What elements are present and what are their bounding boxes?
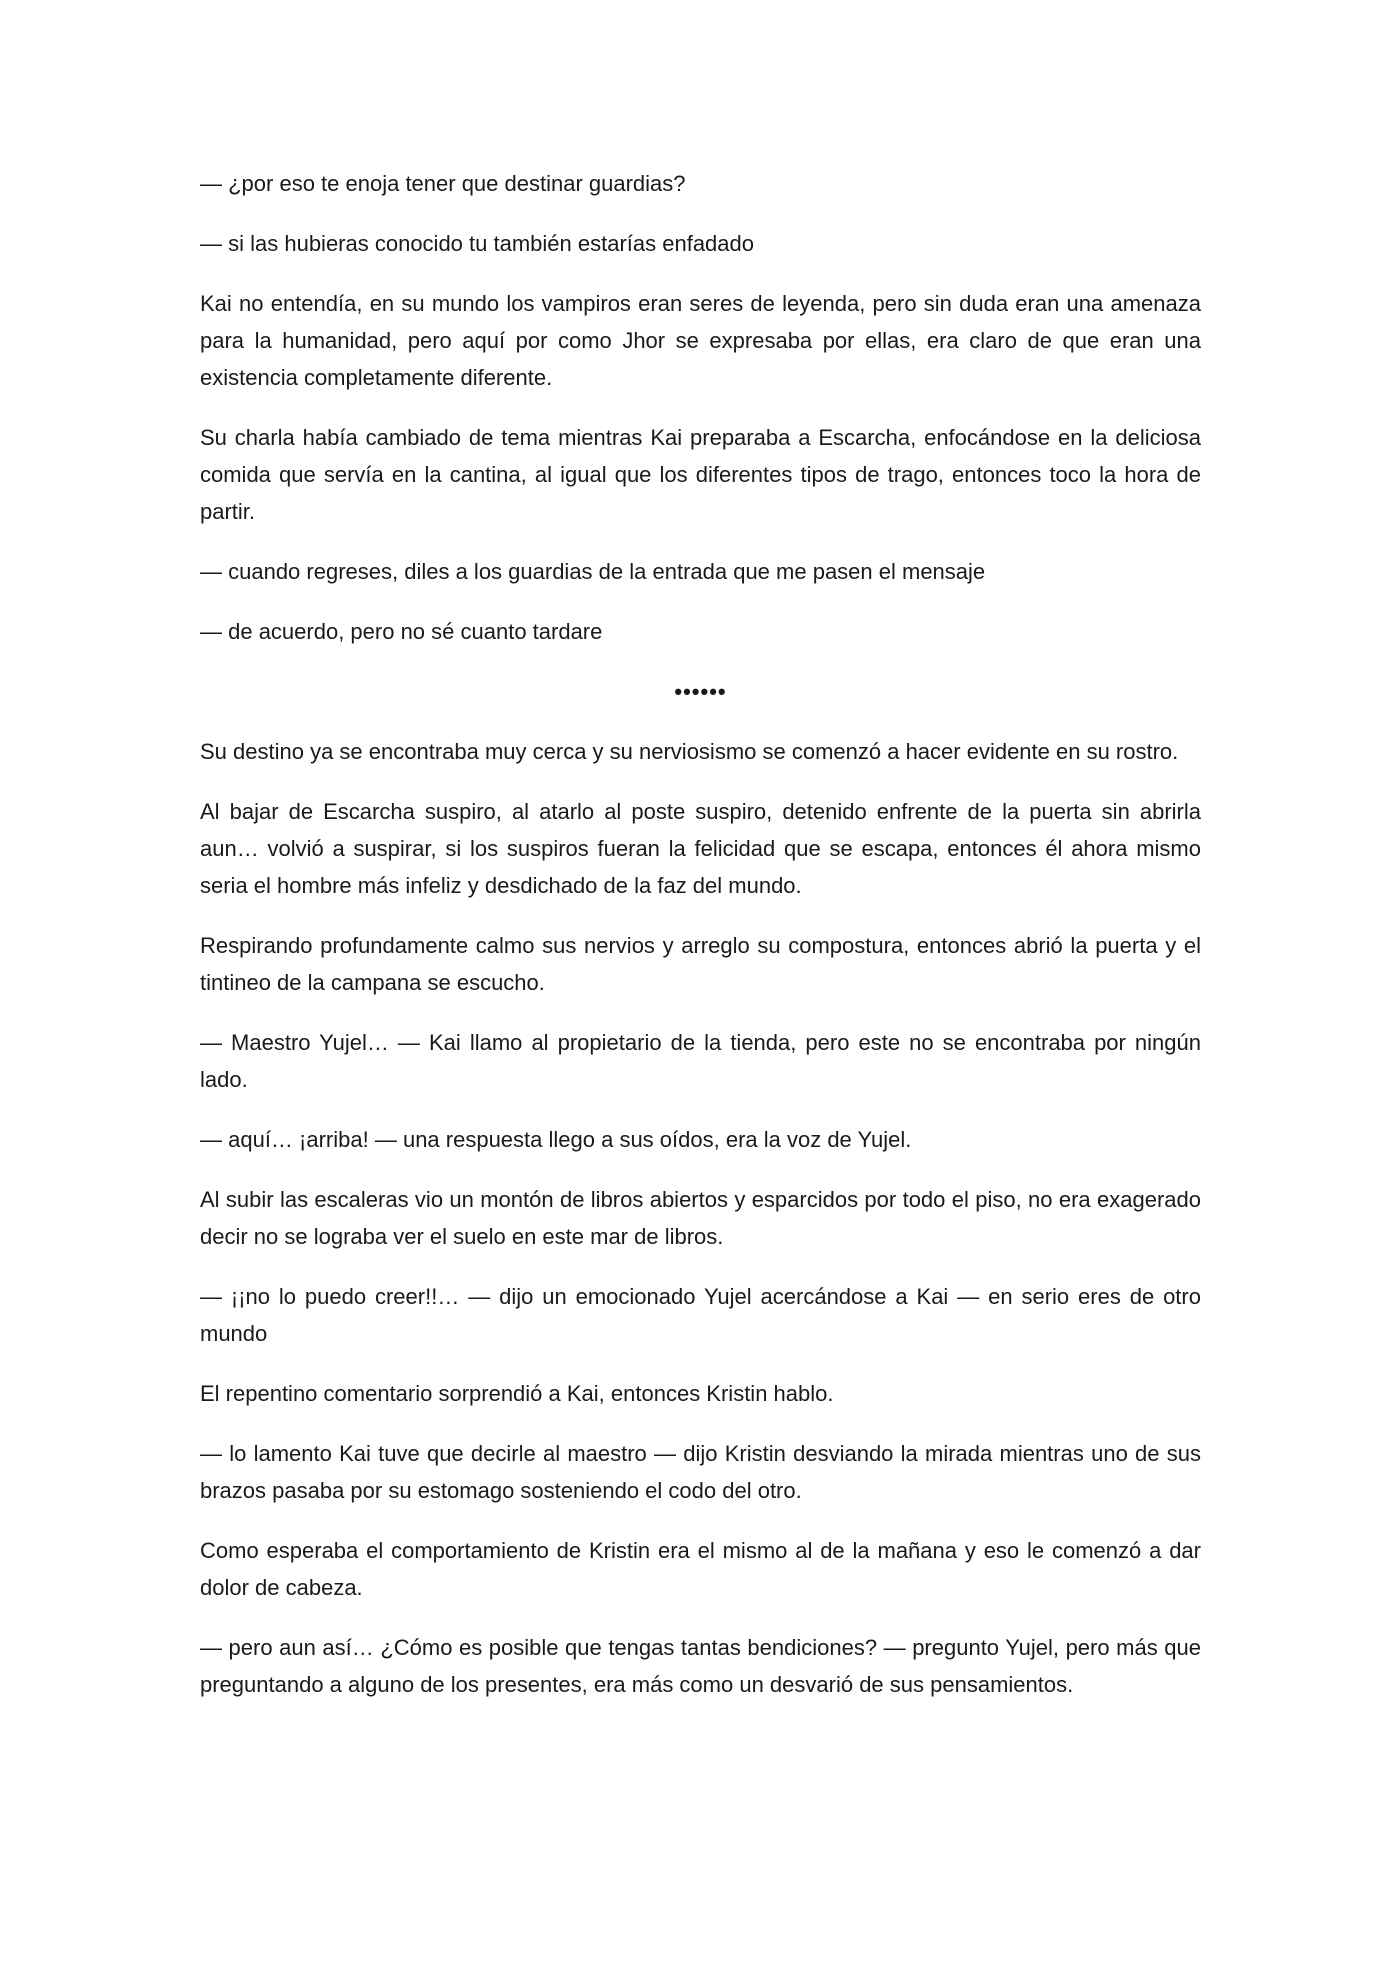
paragraph: — ¡¡no lo puedo creer!!… — dijo un emocionado Yujel acercándose a Kai — en serio eres de otro mundo [200, 1284, 1201, 1346]
paragraph: — lo lamento Kai tuve que decirle al maestro — dijo Kristin desviando la mirada mientras uno de sus brazos pasaba por su estomago sosteniendo el codo del otro. [200, 1441, 1201, 1503]
paragraph: Respirando profundamente calmo sus nervios y arreglo su compostura, entonces abrió la puerta y el tintineo de la campana se escucho. [200, 933, 1201, 995]
paragraph: — Maestro Yujel… — Kai llamo al propietario de la tienda, pero este no se encontraba por ningún lado. [200, 1030, 1201, 1092]
paragraph: — si las hubieras conocido tu también estarías enfadado [200, 231, 754, 256]
section-separator: •••••• [674, 679, 727, 704]
paragraph: Al subir las escaleras vio un montón de libros abiertos y esparcidos por todo el piso, no era exagerado decir no se lograba ver el suelo en este mar de libros. [200, 1187, 1201, 1249]
paragraph: Kai no entendía, en su mundo los vampiros eran seres de leyenda, pero sin duda eran una amenaza para la humanidad, pero aquí por como Jhor se expresaba por ellas, era claro de que eran una existencia completamente diferente. [200, 291, 1201, 390]
paragraph: — de acuerdo, pero no sé cuanto tardare [200, 619, 603, 644]
document-body [200, 165, 1201, 1726]
paragraph: El repentino comentario sorprendió a Kai, entonces Kristin hablo. [200, 1381, 834, 1406]
paragraph: — pero aun así… ¿Cómo es posible que tengas tantas bendiciones? — pregunto Yujel, pero más que preguntando a alguno de los presentes, era más como un desvarió de sus pensamientos. [200, 1635, 1201, 1697]
paragraph: Como esperaba el comportamiento de Kristin era el mismo al de la mañana y eso le comenzó a dar dolor de cabeza. [200, 1538, 1201, 1600]
paragraph: Su destino ya se encontraba muy cerca y su nerviosismo se comenzó a hacer evidente en su rostro. [200, 739, 1179, 764]
paragraph: — cuando regreses, diles a los guardias de la entrada que me pasen el mensaje [200, 559, 986, 584]
paragraph: Su charla había cambiado de tema mientras Kai preparaba a Escarcha, enfocándose en la deliciosa comida que servía en la cantina, al igual que los diferentes tipos de trago, entonces toco la hora de partir. [200, 425, 1201, 524]
paragraph: — ¿por eso te enoja tener que destinar guardias? [200, 171, 686, 196]
paragraph: Al bajar de Escarcha suspiro, al atarlo al poste suspiro, detenido enfrente de la puerta sin abrirla aun… volvió a suspirar, si los suspiros fueran la felicidad que se escapa, entonces él ahora mismo seria el hombre más infeliz y desdichado de la faz del mundo. [200, 799, 1201, 898]
paragraph: — aquí… ¡arriba! — una respuesta llego a sus oídos, era la voz de Yujel. [200, 1127, 912, 1152]
